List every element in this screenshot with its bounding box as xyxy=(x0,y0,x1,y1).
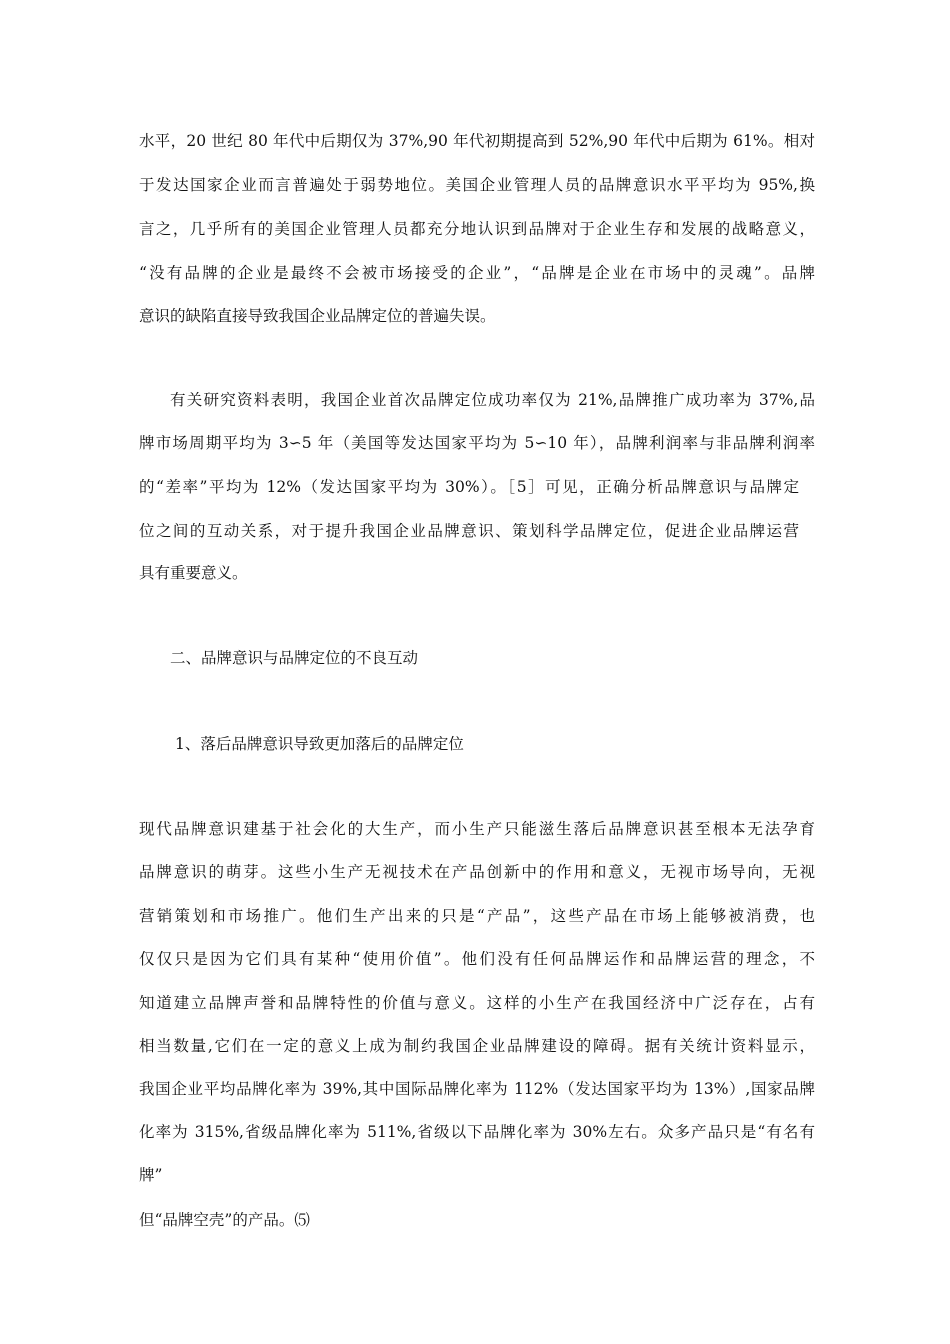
paragraph-3-line-3: 营销策划和市场推广。他们生产出来的只是“产品”，这些产品在市场上能够被消费，也 xyxy=(139,907,815,925)
section-heading: 二、品牌意识与品牌定位的不良互动 xyxy=(170,649,419,667)
paragraph-1-line-5: 意识的缺陷直接导致我国企业品牌定位的普遍失误。 xyxy=(139,307,496,325)
paragraph-2-line-5: 具有重要意义。 xyxy=(139,564,248,582)
sub-heading: 1、落后品牌意识导致更加落后的品牌定位 xyxy=(175,735,464,753)
paragraph-3-line-10: 但“品牌空壳”的产品。⑸ xyxy=(139,1211,310,1229)
paragraph-2-line-2: 牌市场周期平均为 3∽5 年（美国等发达国家平均为 5∽10 年），品牌利润率与非品牌利润率 xyxy=(139,434,815,452)
paragraph-1-line-4: “没有品牌的企业是最终不会被市场接受的企业”，“品牌是企业在市场中的灵魂”。品牌 xyxy=(139,264,815,282)
paragraph-3-line-6: 相当数量,它们在一定的意义上成为制约我国企业品牌建设的障碍。据有关统计资料显示， xyxy=(139,1037,815,1055)
paragraph-3-line-8: 化率为 315%,省级品牌化率为 511%,省级以下品牌化率为 30%左右。众多产品只是“有名有 xyxy=(139,1123,815,1141)
paragraph-2-line-1: 有关研究资料表明，我国企业首次品牌定位成功率仅为 21%,品牌推广成功率为 37%,品 xyxy=(170,391,815,409)
paragraph-1-line-1: 水平，20 世纪 80 年代中后期仅为 37%,90 年代初期提高到 52%,90 年代中后期为 61%。相对 xyxy=(139,132,815,150)
paragraph-1-line-3: 言之，几乎所有的美国企业管理人员都充分地认识到品牌对于企业生存和发展的战略意义， xyxy=(139,220,815,238)
paragraph-2-line-4: 位之间的互动关系，对于提升我国企业品牌意识、策划科学品牌定位，促进企业品牌运营 xyxy=(139,522,799,540)
paragraph-3-line-4: 仅仅只是因为它们具有某种“使用价值”。他们没有任何品牌运作和品牌运营的理念，不 xyxy=(139,950,815,968)
paragraph-3-line-5: 知道建立品牌声誉和品牌特性的价值与意义。这样的小生产在我国经济中广泛存在，占有 xyxy=(139,994,815,1012)
paragraph-3-line-1: 现代品牌意识建基于社会化的大生产，而小生产只能滋生落后品牌意识甚至根本无法孕育 xyxy=(139,820,815,838)
paragraph-3-line-7: 我国企业平均品牌化率为 39%,其中国际品牌化率为 112%（发达国家平均为 13%）,国家品牌 xyxy=(139,1080,815,1098)
paragraph-2-line-3: 的“差率”平均为 12%（发达国家平均为 30%）。［5］可见，正确分析品牌意识与品牌定 xyxy=(139,478,799,496)
paragraph-3-line-9: 牌” xyxy=(139,1166,163,1184)
paragraph-1-line-2: 于发达国家企业而言普遍处于弱势地位。美国企业管理人员的品牌意识水平平均为 95%,换 xyxy=(139,176,815,194)
paragraph-3-line-2: 品牌意识的萌芽。这些小生产无视技术在产品创新中的作用和意义，无视市场导向，无视 xyxy=(139,863,815,881)
